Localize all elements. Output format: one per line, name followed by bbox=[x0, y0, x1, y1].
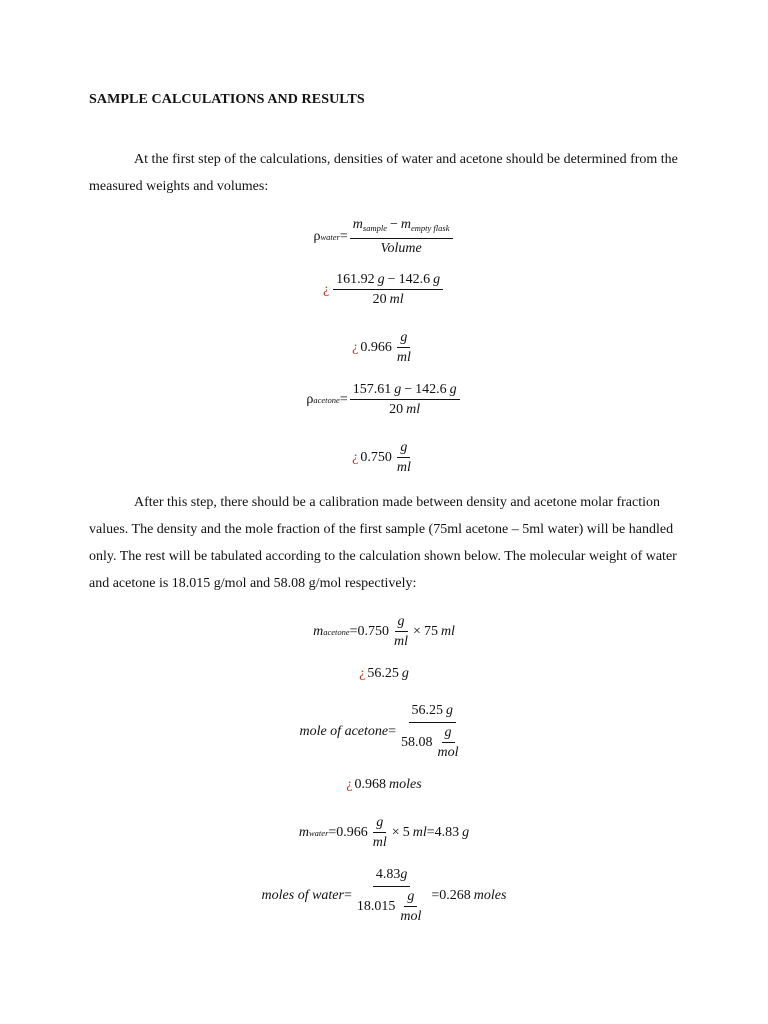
equation-density-acetone: ρ acetone = $\frac{157.61 g - 142.6 g}{20 ml}$ bbox=[0, 381, 768, 418]
equation-mass-acetone: m acetone = 0.750 $\frac{g}{ml}$ × 75 ml bbox=[313, 614, 455, 649]
section-heading: SAMPLE CALCULATIONS AND RESULTS bbox=[89, 92, 365, 107]
paragraph-intro bbox=[89, 146, 679, 200]
equation-mole-acetone: mole of acetone = 56.25 g 58.08 $\frac{g}{\text{mol}}$ bbox=[299, 703, 459, 760]
paragraph-calibration bbox=[89, 489, 679, 597]
paragraph-calibration-text: After this step, there should be a calibration made between density and acetone molar fraction values. The density and the mole fraction of the first sample (75ml acetone – 5ml water) will be handled only. The rest will be tabulated according to the calculation shown below. The molecular weight of water and acetone is 18.015 g/mol and 58.08 g/mol respectively: bbox=[89, 495, 677, 591]
equation-mass-acetone-result: ¿ 56.25 g bbox=[359, 666, 409, 681]
equation-density-water-substitution: ¿ $\frac{161.92 g - 142.6 g}{20 ml}$ bbox=[0, 271, 768, 308]
equation-density-water-definition: ρ water = $\frac{m_{sample} - m_{empty flask}}{\text{Volume}}$ bbox=[0, 216, 768, 257]
equation-mole-acetone-result: ¿ 0.968 moles bbox=[346, 777, 422, 792]
equation-density-water-result: ¿ 0.966 $\frac{g}{ml}$ bbox=[352, 330, 411, 365]
equation-mass-water: m water = 0.966 $\frac{g}{ml}$ × 5 ml = 4.83 g bbox=[298, 815, 470, 850]
equation-moles-water: moles of water = 4.83g 18.015 $\frac{g}{\text{mol}}$ = 0.268 moles bbox=[261, 867, 507, 924]
paragraph-intro-text: At the first step of the calculations, densities of water and acetone should be determined from the measured weights and volumes: bbox=[89, 152, 678, 194]
equation-density-acetone-result: ¿ 0.750 $\frac{g}{ml}$ bbox=[352, 440, 411, 475]
